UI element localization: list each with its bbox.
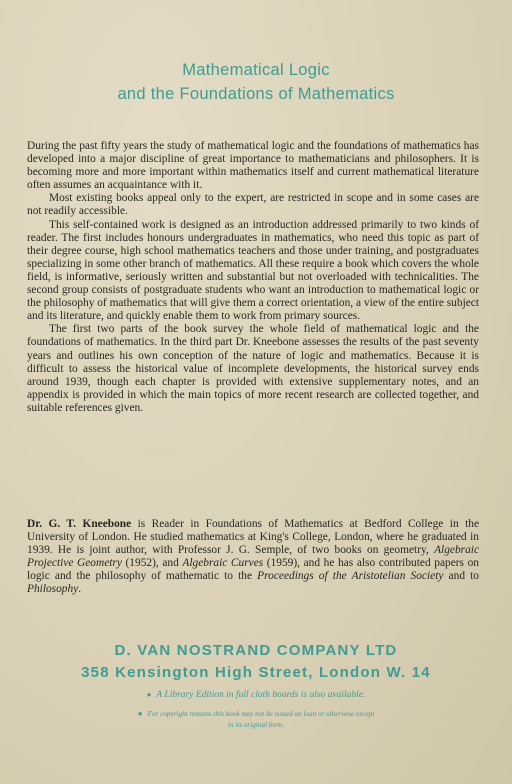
- author-bio: [27, 518, 479, 597]
- copyright-note-line-2: in its original form.: [227, 721, 285, 729]
- journal-title-1: Proceedings of the Aristotelian Society: [257, 570, 444, 583]
- publisher-name: D. VAN NOSTRAND COMPANY LTD: [114, 642, 398, 659]
- author-bio-text-1: is Reader in Foundations of Mathematics at Bedford College in the University of London. He studied mathematics at King's College, London, where he graduated in 1939. He is joint author, with Professor J. G. Semple, of two books on geometry,: [27, 518, 479, 557]
- journal-title-2: Philosophy: [27, 583, 79, 596]
- library-edition-text: A Library Edition in full cloth boards is also available.: [156, 690, 366, 700]
- book-title-1: Algebraic Projective Geometry: [27, 544, 479, 570]
- edition-notes: [0, 688, 512, 731]
- author-bio-text-5: .: [78, 583, 82, 596]
- author-bio-text-4: and to: [443, 570, 479, 583]
- blurb-paragraph-1: During the past fifty years the study of mathematical logic and the foundations of mathematics has developed into a major discipline of great importance to mathematicians and philosophers. It is becoming more and more important within mathematics itself and current mathematical literature often assumes an acquaintance with it.: [27, 140, 479, 192]
- bullet-icon: ●: [146, 690, 152, 699]
- copyright-note-line-1: ● For copyright reasons this book may not be issued on loan or otherwise except: [137, 709, 375, 718]
- publisher-address: 358 Kensington High Street, London W. 14: [81, 664, 431, 681]
- blurb-paragraph-3: This self-contained work is designed as an introduction addressed primarily to two kinds of reader. The first includes honours undergraduates in mathematics, who need this topic as part of their degree course, high school mathematics teachers and those under training, and postgraduates specializing in some other branch of mathematics. All these require a book which covers the whole field, is informative, seriously written and substantial but not overloaded with technicalities. The second group consists of postgraduate students who want an introduction to mathematical logic or the philosophy of mathematics that will give them a correct orientation, a view of the entire subject and its literature, and quickly enable them to work from primary sources.: [27, 218, 480, 323]
- publisher-block: [0, 640, 512, 684]
- blurb-paragraph-2: Most existing books appeal only to the expert, are restricted in scope and in some cases are not readily accessible.: [27, 192, 479, 218]
- author-name: Dr. G. T. Kneebone: [27, 518, 132, 530]
- blurb-paragraph-4: The first two parts of the book survey the whole field of mathematical logic and the foundations of mathematics. In the third part Dr. Kneebone assesses the results of the past seventy years and outlines his own conception of the nature of logic and mathematics. Because it is difficult to assess the historical value of incomplete developments, the historical survey ends around 1939, though each chapter is provided with extensive supplementary notes, and an appendix is provided in which the main topics of more recent research are collected together, and suitable references given.: [27, 323, 479, 414]
- title-line-2: and the Foundations of Mathematics: [117, 85, 395, 103]
- library-edition-note: [0, 688, 512, 702]
- title-line-1: Mathematical Logic: [182, 61, 330, 79]
- blurb-text: [27, 140, 479, 415]
- copyright-note: [0, 708, 512, 731]
- bullet-icon: ●: [137, 709, 143, 718]
- book-title-2: Algebraic Curves: [182, 557, 264, 570]
- author-bio-text-3: (1959), and he has also contributed papers on logic and the philosophy of mathematic to the: [27, 557, 479, 583]
- author-bio-text-2: (1952), and: [121, 557, 183, 570]
- book-title: [0, 58, 512, 106]
